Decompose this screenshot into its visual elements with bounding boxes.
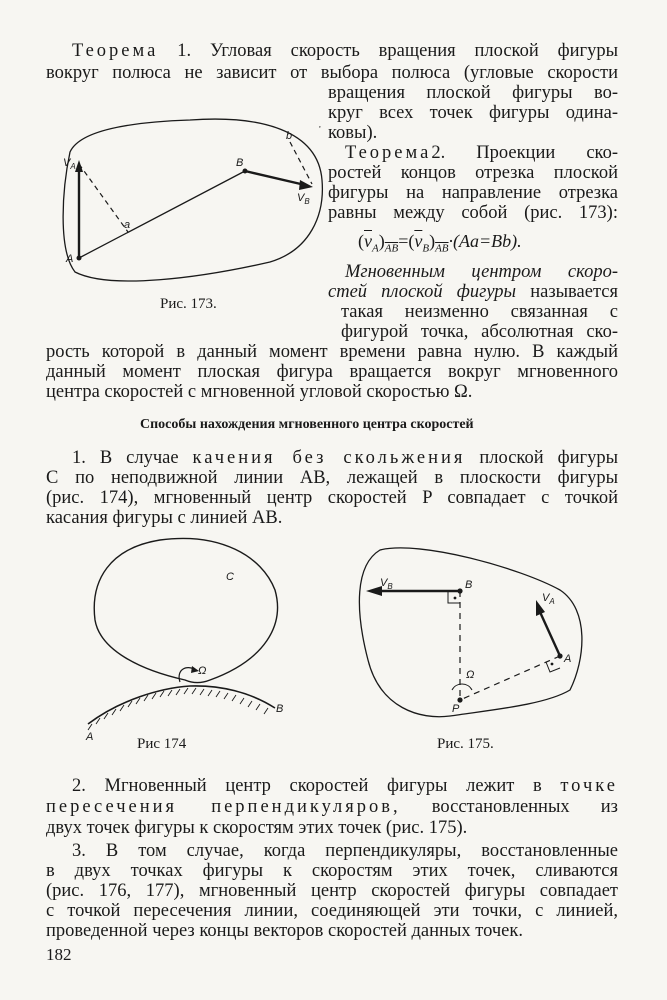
fig174-label-c: C — [226, 571, 234, 583]
definition-rest-2: называется — [530, 282, 618, 302]
fig173-label-va: $V_A$ — [63, 157, 76, 171]
method2-line-2: пересечения перпендикуляров, восстановленных из — [46, 797, 618, 817]
method1-line-2: C по неподвижной линии AB, лежащей в плоскости фигуры — [46, 468, 618, 488]
section-title: Способы нахождения мгновенного центра скоростей — [140, 417, 474, 432]
theorem1-line-5: ковы). — [328, 123, 378, 143]
fig175-label-p: P — [452, 703, 460, 715]
method1-line-4: касания фигуры с линией AB. — [46, 508, 283, 528]
fig174-caption: Рис 174 — [137, 736, 187, 752]
definition-italic-2: стей плоской фигуры — [328, 282, 517, 302]
definition-line-1: Мгновенным центром скоро- — [345, 262, 618, 282]
fig175-label-vb: $V_B$ — [380, 577, 393, 591]
theorem1-line-3: вращения плоской фигуры во- — [328, 83, 618, 103]
formula-close-2: ) — [429, 231, 436, 251]
formula-open-1: ( — [358, 231, 364, 251]
fig175-a-perpendicular — [460, 656, 560, 700]
theorem1-line-2: вокруг полюса не зависит от выбора полюса (угловые скорости — [46, 63, 618, 83]
theorem1-line-4: круг всех точек фигуры одина- — [328, 103, 618, 123]
method2-line-1: 2. Мгновенный центр скоростей фигуры лежит в точке — [72, 776, 618, 796]
method2-line-3: двух точек фигуры к скоростям этих точек (рис. 175). — [46, 818, 468, 838]
theorem2-line-4: равны между собой (рис. 173): — [328, 203, 618, 223]
method3-line-4: с точкой пересечения линии, соединяющей эти точки, с линией, — [46, 901, 618, 921]
fig175-point-a — [557, 653, 562, 658]
fig173-caption: Рис. 173. — [160, 296, 217, 312]
formula-tail: ·(Aa=Bb). — [448, 231, 522, 251]
page-number: 182 — [46, 945, 72, 964]
method3-line-2: в двух точках фигуры к скоростям этих точек, сливаются — [46, 861, 618, 881]
fig175-b-dot — [454, 597, 457, 600]
fig174-label-a: A — [86, 731, 94, 743]
fig173-label-a: A — [66, 253, 74, 265]
theorem1-text-1: Угловая скорость вращения плоской фигуры — [209, 41, 619, 61]
method1-line-1: 1. В случае качения без скольжения плоской фигуры — [72, 448, 618, 468]
fig175-label-va: $V_A$ — [542, 592, 555, 606]
fig175-point-b — [457, 588, 462, 593]
fig175-va-arrow — [540, 612, 560, 656]
theorem2-number: 2. — [431, 143, 446, 163]
theorem1-number: 1. — [177, 41, 192, 61]
fig174-label-omega: Ω — [198, 665, 207, 677]
fig175-label-b: B — [465, 579, 473, 591]
method3-line-3: (рис. 176, 177), мгновенный центр скоростей фигуры совпадает — [46, 881, 618, 901]
formula-ab-1: AB — [384, 242, 399, 255]
formula-ab-2: AB — [435, 242, 449, 255]
fig175-omega-arc — [452, 684, 472, 690]
definition-line-6: данный момент плоская фигура вращается вокруг мгновенного — [46, 362, 618, 382]
formula-close-1: ) — [378, 231, 385, 251]
fig175-point-p — [457, 697, 462, 702]
definition-line-3: такая неизменно связанная с — [341, 302, 618, 322]
fig175-a-dot — [551, 663, 554, 666]
theorem2-text-1: Проекции ско- — [476, 143, 618, 163]
fig175-label-a: A — [564, 653, 572, 665]
fig173-label-a-small: a — [124, 219, 131, 231]
method3-line-1: 3. В том случае, когда перпендикуляры, восстановленные — [72, 841, 618, 861]
formula-va: $\overline{v}$ — [364, 231, 372, 251]
definition-line-7: центра скоростей с мгновенной угловой скоростью Ω. — [46, 382, 473, 402]
definition-line-5: рость которой в данный момент времени равна нулю. В каждый — [46, 342, 618, 362]
fig173-label-b-small: b — [286, 130, 293, 142]
theorem2-line-3: фигуры на направление отрезка — [328, 183, 618, 203]
fig174-label-b: B — [276, 703, 284, 715]
method1-line-3: (рис. 174), мгновенный центр скоростей P совпадает с точкой — [46, 488, 618, 508]
fig173-label-b: B — [236, 157, 244, 169]
method3-line-5: проведенной через концы векторов скоростей данных точек. — [46, 921, 523, 941]
svg-text:·: · — [318, 121, 322, 133]
theorem1-title: Теорема — [72, 41, 159, 61]
theorem2-title: Теорема — [345, 143, 432, 163]
formula-sub-a: A — [372, 242, 379, 255]
definition-line-4: фигурой точка, абсолютная ско- — [341, 322, 618, 342]
fig175-label-omega: Ω — [466, 669, 475, 681]
theorem2-line-2: ростей концов отрезка плоской — [328, 163, 618, 183]
formula-eq: =( — [398, 231, 415, 251]
formula-sub-b: B — [422, 242, 430, 255]
fig173-label-vb: $V_B$ — [297, 192, 310, 206]
fig175-caption: Рис. 175. — [437, 736, 494, 752]
formula-vb: $\overline{v}$ — [414, 231, 423, 251]
